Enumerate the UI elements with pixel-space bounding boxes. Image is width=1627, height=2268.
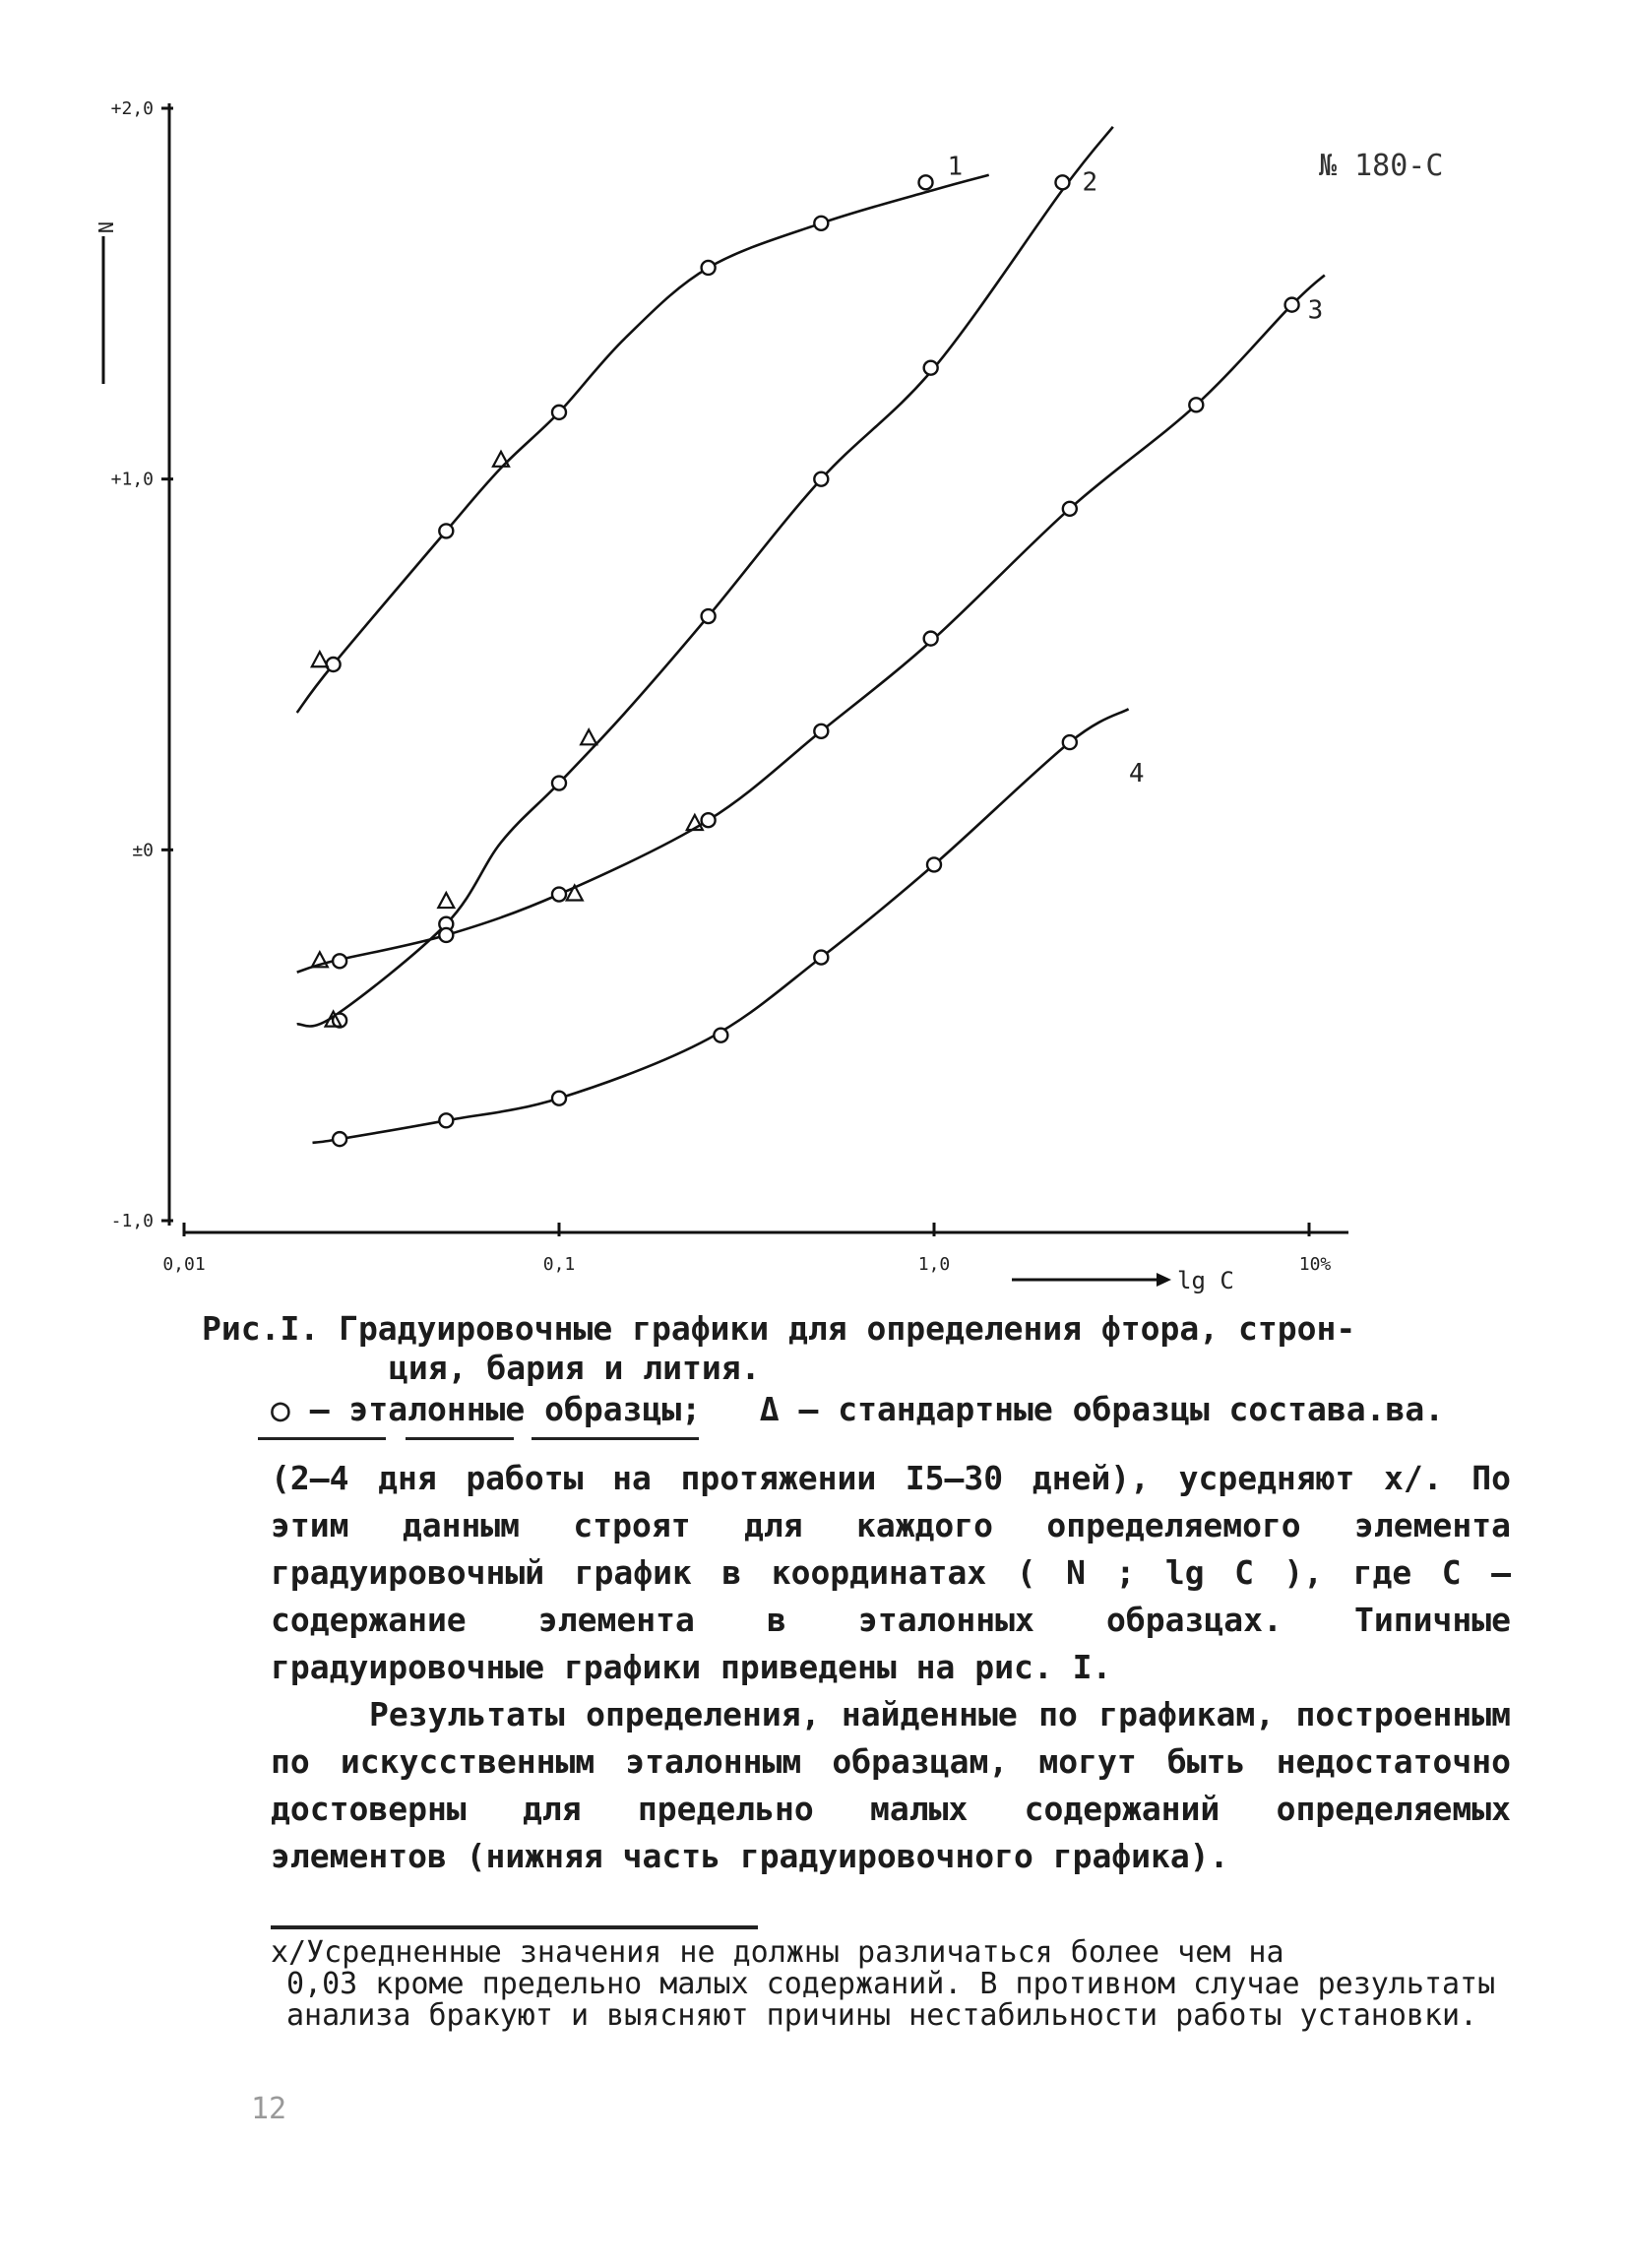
data-point-circle [1063,502,1077,516]
x-tick-label: 10% [1298,1254,1332,1275]
x-tick-label: 0,1 [542,1254,576,1275]
figure-legend [271,1390,1550,1428]
data-point-circle [814,217,828,230]
y-tick-label: +2,0 [110,98,154,119]
data-point-triangle [567,886,583,901]
data-point-circle [919,175,933,189]
y-axis-label: N [94,221,117,234]
data-point-circle [702,813,716,827]
data-point-triangle [312,652,328,666]
legend-underline-1 [258,1437,386,1440]
data-point-circle [924,632,938,646]
data-point-circle [1063,735,1077,749]
legend-underline-3 [532,1437,699,1440]
data-point-circle [327,658,341,671]
footnote-line-2: 0,03 кроме предельно малых содержаний. В противном случае результаты анализа бракуют и выясняют причины нестабильности работы установки. [286,1967,1496,2033]
footnote-rule [271,1925,758,1929]
legend-circle-text: – эталонные образцы; [309,1390,702,1428]
chart-points [312,175,1299,1146]
series-line-1 [297,175,989,713]
paragraph-2: Результаты определения, найденные по графикам, построенным по искусственным эталонным образцам, могут быть недостаточно достоверны для предельно малых содержаний определяемых элементов (нижняя часть градуировочного графика). [271,1695,1511,1875]
data-point-circle [702,609,716,623]
y-tick-label: -1,0 [110,1211,154,1231]
figure-caption [202,1309,1540,1388]
data-point-circle [552,888,566,902]
series-label-4: 4 [1128,759,1145,789]
chart-curves [297,127,1325,1143]
data-point-circle [1055,175,1069,189]
data-point-circle [552,406,566,419]
data-point-circle [439,1113,453,1127]
paragraph-1: (2–4 дня работы на протяжении I5–30 дней), усредняют x/. По этим данным строят для каждого определяемого элемента градуировочный график в координатах ( N ; lg C ), где С – содержание элемента в эталонных образцах. Типичные градуировочные графики приведены на рис. I. [271,1459,1511,1686]
caption-line-2: ция, бария и лития. [389,1349,761,1387]
data-point-circle [333,954,346,968]
data-point-circle [814,472,828,486]
legend-underline-2 [406,1437,514,1440]
y-tick-label: +1,0 [110,469,154,490]
data-point-circle [1189,398,1203,411]
data-point-circle [333,1132,346,1146]
series-label-1: 1 [947,152,964,182]
series-label-2: 2 [1082,167,1098,198]
data-point-circle [927,857,941,871]
series-label-3: 3 [1307,295,1324,326]
circle-symbol-icon: ○ [271,1390,290,1428]
x-tick-label: 1,0 [917,1254,951,1275]
x-tick-label: 0,01 [162,1254,206,1275]
data-point-triangle [581,729,596,744]
data-point-circle [924,361,938,375]
data-point-circle [439,524,453,537]
data-point-triangle [438,893,454,908]
document-number: № 180-С [1319,149,1444,183]
data-point-circle [714,1029,727,1042]
footnote-line-1: x/Усредненные значения не должны различаться более чем на [271,1935,1284,1970]
data-point-circle [439,928,453,942]
data-point-circle [552,777,566,790]
body-text [271,1455,1511,1880]
data-point-circle [814,724,828,738]
data-point-circle [1285,298,1299,312]
chart-labels [94,98,1331,1294]
chart-axes [103,103,1348,1287]
x-label-arrow-icon [1157,1273,1171,1287]
triangle-symbol-icon: Δ [759,1390,780,1428]
page-number: 12 [251,2092,287,2126]
caption-line-1: Рис.I. Градуировочные графики для определения фтора, строн- [202,1309,1356,1348]
data-point-circle [552,1092,566,1105]
data-point-circle [814,951,828,965]
legend-triangle-text: – стандартные образцы состава.ва. [798,1390,1445,1428]
series-line-3 [297,276,1325,973]
footnote [271,1937,1511,2032]
x-axis-label: lg C [1177,1267,1234,1294]
data-point-triangle [493,452,509,467]
data-point-circle [702,261,716,275]
series-line-4 [313,709,1129,1143]
y-tick-label: ±0 [132,840,154,861]
